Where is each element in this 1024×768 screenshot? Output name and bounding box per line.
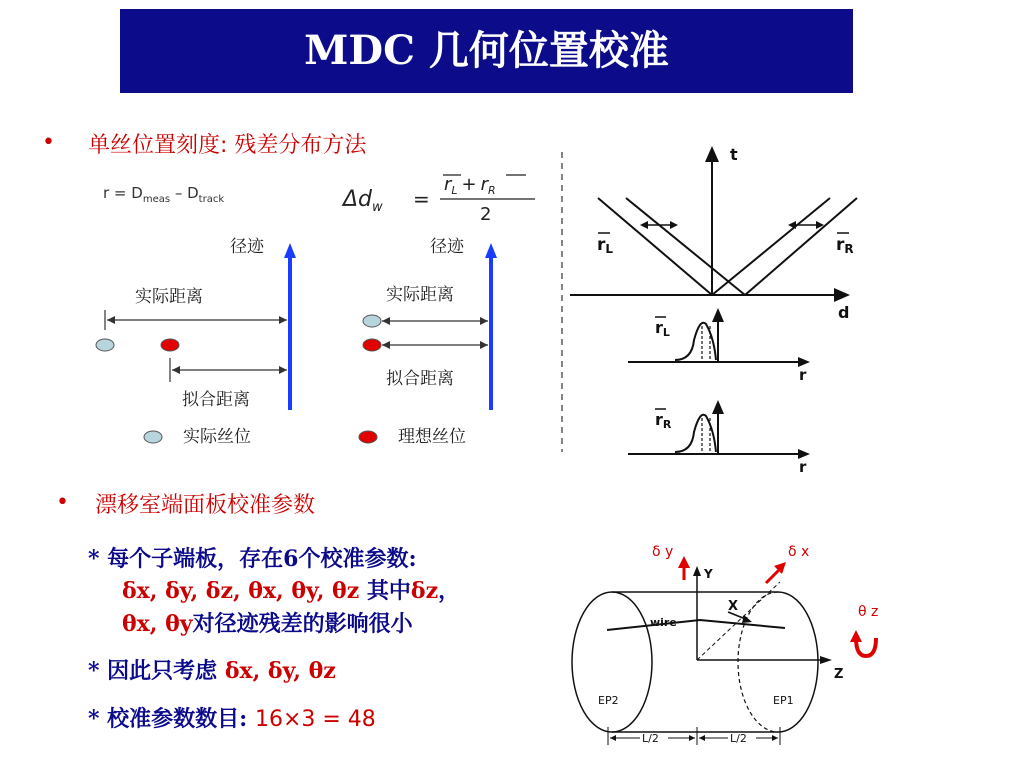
z-axis-label: Z [834,667,844,682]
line2-mid: 其中 [359,578,411,604]
tz-label: θ z [858,604,879,620]
bullet-2: • [56,490,69,515]
hist1-label: rL [655,318,670,339]
right-track-label: 径迹 [430,237,464,257]
rr-label: rR [836,235,854,256]
rl-label: rL [597,235,614,256]
formula-den: 2 [480,204,492,225]
half-length-2: L/2 [730,732,747,745]
bullet-1: • [42,130,55,155]
wire-label: wire [650,616,677,629]
endplate-right-back [738,592,778,732]
hist1-axis-label: r [799,366,807,384]
dy-label: δ y [652,544,674,560]
left-actual-distance: 实际距离 [135,287,203,307]
line5-value: 16×3 = 48 [254,707,376,732]
endplate-right-front [778,592,818,732]
right-actual-distance: 实际距离 [386,285,454,305]
line2-comma: ， [438,578,461,604]
line5-text: * 校准参数数目: [88,706,255,732]
legend-actual-label: 实际丝位 [183,427,251,447]
left-track-label: 径迹 [230,237,264,257]
wire-line [607,620,785,630]
line3-params: θx, θy [122,611,193,637]
endplate-left [572,592,652,732]
section1-heading: 单丝位置刻度: 残差分布方法 [88,133,367,158]
line3-text: 对径迹残差的影响很小 [192,611,413,637]
line4-params: δx, δy, θz [224,658,336,684]
y-axis-label: Y [704,567,713,581]
dx-arrow [766,569,780,583]
dx-label: δ x [788,544,810,560]
line2-params: δx, δy, δz, θx, θy, θz [122,578,360,604]
hist2-label: rR [655,410,672,431]
formula-eq: = [413,187,430,211]
line1: * 每个子端板，存在6个校准参数: [88,546,417,572]
page-title: MDC 几何位置校准 [304,27,669,74]
ep2-label: EP2 [598,694,619,707]
legend-ideal-label: 理想丝位 [398,427,466,447]
t-axis-label: t [730,145,738,164]
x-axis-label: X [728,599,739,614]
formula-r: $r = D_{meas} - D_{track}$ [103,184,225,205]
right-fit-distance: 拟合距离 [386,369,454,389]
line2-dz: δz [410,578,439,604]
formula-num: $r_L + r_R$ [444,174,496,197]
line4-text: * 因此只考虑 [88,658,225,684]
half-length-1: L/2 [642,732,659,745]
left-fit-distance: 拟合距离 [182,390,250,410]
formula-dd: $\Delta d_w$ [343,187,383,215]
ep1-label: EP1 [773,694,794,707]
d-axis-label: d [838,303,850,322]
hist2-axis-label: r [799,458,807,476]
section2-heading: 漂移室端面板校准参数 [95,493,316,518]
